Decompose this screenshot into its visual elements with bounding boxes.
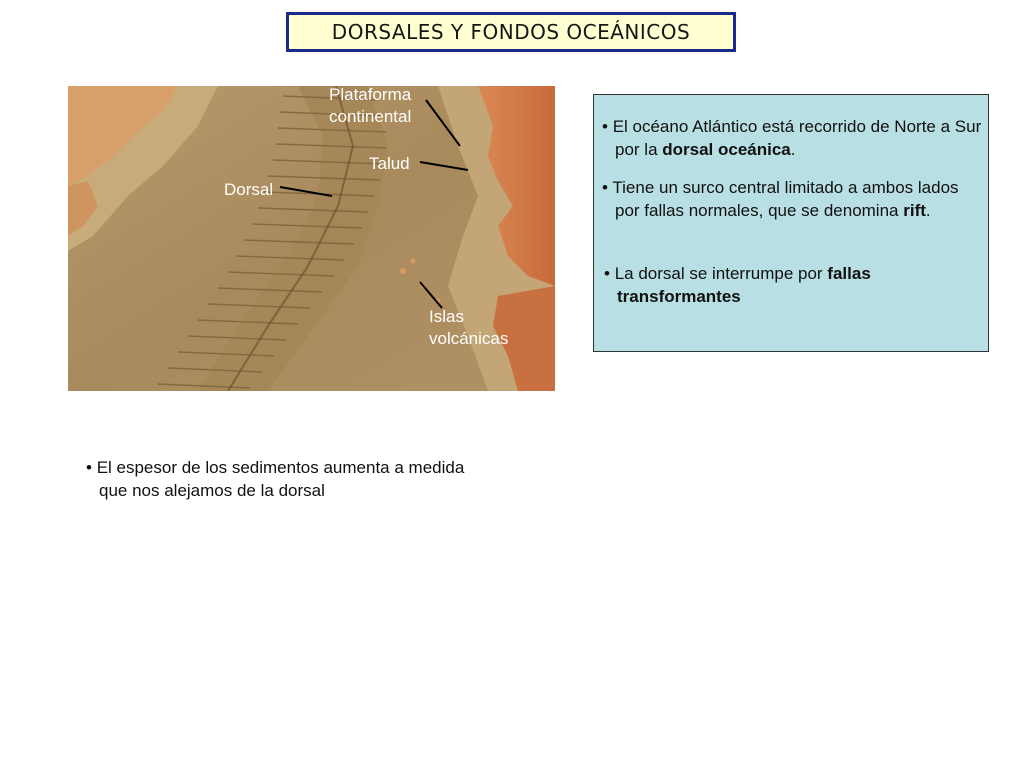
- slide-title: [286, 12, 736, 52]
- info-bullet-dorsal: • El océano Atlántico está recorrido de Norte a Sur por la dorsal oceánica.: [602, 117, 982, 159]
- info-box: [593, 94, 989, 352]
- atlantic-relief-map: [68, 86, 555, 391]
- label-talud: Talud: [369, 154, 410, 173]
- info-bullet-fallas: • La dorsal se interrumpe por fallas transformantes: [604, 264, 871, 306]
- sediments-bullet: • El espesor de los sedimentos aumenta a medida que nos alejamos de la dorsal: [86, 458, 465, 500]
- info-bullet-rift: • Tiene un surco central limitado a ambos lados por fallas normales, que se denomina rift.: [602, 178, 959, 220]
- label-plataforma-continental: Plataforma continental: [329, 86, 412, 126]
- label-dorsal: Dorsal: [224, 180, 274, 199]
- label-islas-volcanicas: Islas volcánicas: [429, 307, 509, 348]
- slide-title-text: DORSALES Y FONDOS OCEÁNICOS: [331, 20, 691, 44]
